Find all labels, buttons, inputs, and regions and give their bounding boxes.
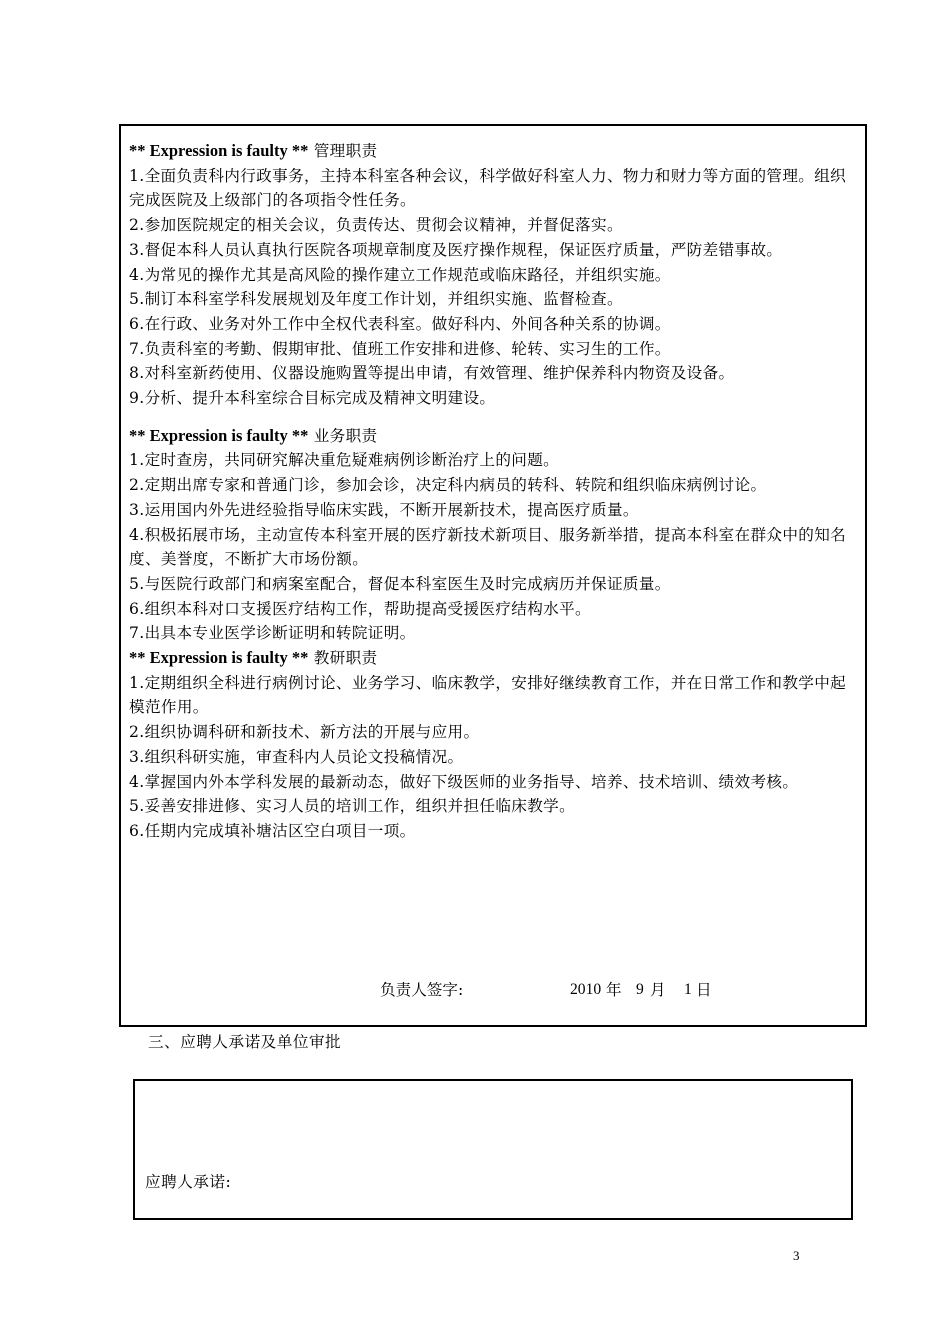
list-item: 3.运用国内外先进经验指导临床实践，不断开展新技术，提高医疗质量。 bbox=[129, 500, 639, 519]
list-item: 3.督促本科人员认真执行医院各项规章制度及医疗操作规程，保证医疗质量，严防差错事故。 bbox=[129, 240, 783, 259]
error-prefix: ** Expression is faulty ** bbox=[129, 648, 309, 668]
section-title: 教研职责 bbox=[313, 649, 378, 668]
section-title: 业务职责 bbox=[313, 426, 378, 445]
promise-label: 应聘人承诺: bbox=[145, 1173, 232, 1191]
list-item: 1.定时查房，共同研究解决重危疑难病例诊断治疗上的问题。 bbox=[129, 451, 560, 470]
list-item: 1.全面负责科内行政事务，主持本科室各种会议，科学做好科室人力、物力和财力等方面的管理。组织完成医院及上级部门的各项指令性任务。 bbox=[129, 166, 847, 210]
list-item: 8.对科室新药使用、仪器设施购置等提出申请，有效管理、维护保养科内物资及设备。 bbox=[129, 364, 735, 383]
signature-day: 1 bbox=[684, 981, 692, 998]
responsibilities-content bbox=[129, 139, 853, 844]
list-item: 2.定期出席专家和普通门诊，参加会诊，决定科内病员的转科、转院和组织临床病例讨论。 bbox=[129, 476, 767, 495]
signature-month: 9 bbox=[636, 981, 644, 998]
list-item: 3.组织科研实施，审查科内人员论文投稿情况。 bbox=[129, 747, 464, 766]
signature-day-unit: 日 bbox=[696, 981, 712, 999]
list-item: 5.妥善安排进修、实习人员的培训工作，组织并担任临床教学。 bbox=[129, 797, 576, 816]
list-item: 4.积极拓展市场，主动宣传本科室开展的医疗新技术新项目、服务新举措，提高本科室在群众中的知名度、美誉度，不断扩大市场份额。 bbox=[129, 525, 847, 569]
section-title: 管理职责 bbox=[313, 142, 378, 160]
list-item: 6.组织本科对口支援医疗结构工作，帮助提高受援医疗结构水平。 bbox=[129, 599, 592, 618]
list-item: 5.与医院行政部门和病案室配合，督促本科室医生及时完成病历并保证质量。 bbox=[129, 574, 671, 593]
list-item: 7.出具本专业医学诊断证明和转院证明。 bbox=[129, 624, 416, 643]
error-prefix: ** Expression is faulty ** bbox=[129, 425, 309, 445]
page-number: 3 bbox=[793, 1248, 800, 1263]
list-item: 2.组织协调科研和新技术、新方法的开展与应用。 bbox=[129, 723, 480, 742]
list-item: 1.定期组织全科进行病例讨论、业务学习、临床教学，安排好继续教育工作，并在日常工作和教学中起模范作用。 bbox=[129, 673, 847, 717]
list-item: 4.为常见的操作尤其是高风险的操作建立工作规范或临床路径，并组织实施。 bbox=[129, 265, 671, 284]
signature-year: 2010 bbox=[570, 981, 602, 998]
signature-month-unit: 月 bbox=[650, 981, 666, 999]
section3-heading: 三、应聘人承诺及单位审批 bbox=[148, 1033, 342, 1051]
signature-label: 负责人签字: bbox=[380, 981, 464, 999]
list-item: 7.负责科室的考勤、假期审批、值班工作安排和进修、轮转、实习生的工作。 bbox=[129, 339, 671, 358]
list-item: 4.掌握国内外本学科发展的最新动态，做好下级医师的业务指导、培养、技术培训、绩效考核。 bbox=[129, 772, 799, 791]
list-item: 2.参加医院规定的相关会议，负责传达、贯彻会议精神，并督促落实。 bbox=[129, 216, 623, 235]
section-teaching-heading bbox=[129, 646, 853, 671]
error-prefix: ** Expression is faulty ** bbox=[129, 141, 309, 160]
section-admin-heading bbox=[129, 139, 853, 164]
list-item: 5.制订本科室学科发展规划及年度工作计划，并组织实施、监督检查。 bbox=[129, 290, 623, 309]
list-item: 6.在行政、业务对外工作中全权代表科室。做好科内、外间各种关系的协调。 bbox=[129, 314, 671, 333]
section-business-heading bbox=[129, 424, 853, 449]
list-item: 9.分析、提升本科室综合目标完成及精神文明建设。 bbox=[129, 389, 496, 408]
list-item: 6.任期内完成填补塘沽区空白项目一项。 bbox=[129, 821, 416, 840]
signature-year-unit: 年 bbox=[606, 981, 622, 999]
promise-frame bbox=[133, 1079, 853, 1220]
